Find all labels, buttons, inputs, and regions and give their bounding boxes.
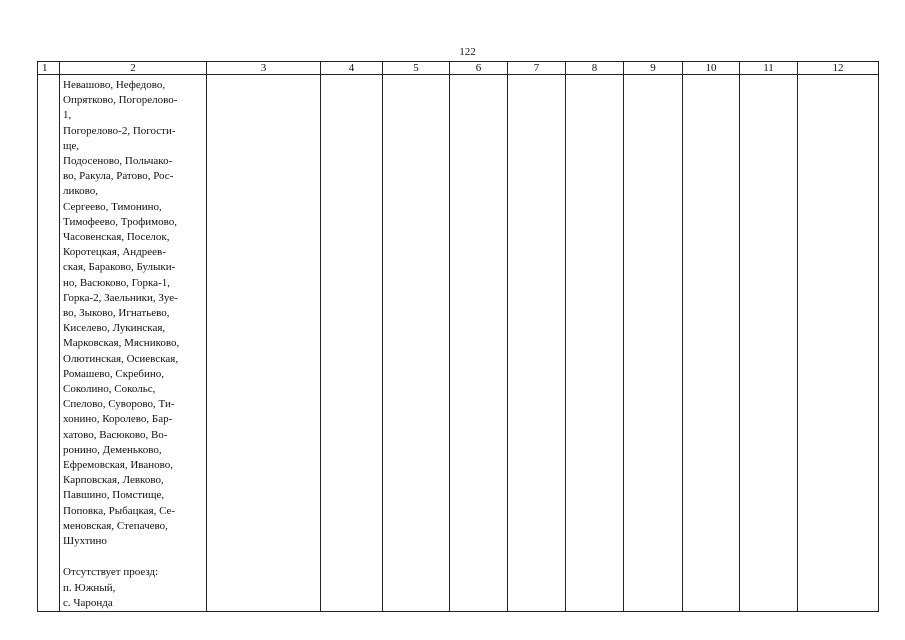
cell-col-2	[60, 75, 207, 612]
column-header-8: 8	[566, 62, 624, 75]
text-line: Подосеново, Польчако-	[63, 155, 173, 168]
text-line: Погорелово-2, Погости-	[63, 124, 176, 137]
header-row	[38, 62, 879, 75]
text-line: Шухтино	[63, 535, 107, 548]
column-header-1: 1	[38, 62, 60, 75]
cell-col-4	[321, 75, 383, 612]
text-line: Ромашево, Скребино,	[63, 367, 165, 380]
text-line: хонино, Королево, Бар-	[63, 413, 173, 426]
column-header-6: 6	[450, 62, 508, 75]
text-line: ронино, Деменьково,	[63, 443, 162, 456]
no-passage-note	[63, 565, 206, 611]
text-line: Сергеево, Тимонино,	[63, 200, 162, 213]
cell-col-1	[38, 75, 60, 612]
cell-col-8	[566, 75, 624, 612]
cell-col-7	[508, 75, 566, 612]
column-header-9: 9	[624, 62, 683, 75]
spacer	[63, 549, 206, 565]
text-line: меновская, Степачево,	[63, 519, 168, 532]
column-header-10: 10	[683, 62, 740, 75]
page-number: 122	[459, 46, 476, 58]
settlement-list	[60, 75, 206, 611]
text-line: п. Южный,	[63, 581, 116, 594]
column-header-12: 12	[798, 62, 879, 75]
text-line: Спелово, Суворово, Ти-	[63, 398, 175, 411]
text-line: Часовенская, Поселок,	[63, 231, 170, 244]
column-header-3: 3	[207, 62, 321, 75]
settlement-lines	[63, 78, 206, 549]
column-header-2: 2	[60, 62, 207, 75]
table-row	[38, 75, 879, 612]
text-line: Опрятково, Погорелово-	[63, 94, 178, 107]
text-line: Коротецкая, Андреев-	[63, 246, 166, 259]
text-line: ская, Бараково, Булыки-	[63, 261, 176, 274]
text-line: во, Зыково, Игнатьево,	[63, 307, 170, 320]
text-line: Невашово, Нефедово,	[63, 79, 166, 91]
text-line: Марковская, Мясниково,	[63, 337, 180, 350]
text-line: с. Чаронда	[63, 596, 113, 609]
text-line: хатово, Васюково, Во-	[63, 428, 168, 441]
text-line: Олютинская, Осиевская,	[63, 352, 179, 365]
text-line: во, Ракула, Ратово, Рос-	[63, 170, 174, 183]
text-line: Горка-2, Заельники, Зуе-	[63, 291, 178, 304]
column-header-11: 11	[740, 62, 798, 75]
text-line: Киселево, Лукинская,	[63, 322, 166, 335]
cell-col-12	[798, 75, 879, 612]
text-line: Отсутствует проезд:	[63, 566, 159, 579]
cell-col-6	[450, 75, 508, 612]
text-line: Карповская, Левково,	[63, 474, 164, 487]
cell-col-9	[624, 75, 683, 612]
cell-col-3	[207, 75, 321, 612]
text-line: ще,	[63, 139, 80, 152]
text-line: ликово,	[63, 185, 99, 198]
text-line: 1,	[63, 109, 72, 122]
text-line: Тимофеево, Трофимово,	[63, 215, 177, 228]
text-line: но, Васюково, Горка-1,	[63, 276, 170, 289]
column-header-7: 7	[508, 62, 566, 75]
cell-col-11	[740, 75, 798, 612]
column-header-5: 5	[383, 62, 450, 75]
text-line: Поповка, Рыбацкая, Се-	[63, 504, 176, 517]
text-line: Ефремовская, Иваново,	[63, 459, 173, 472]
column-header-4: 4	[321, 62, 383, 75]
cell-col-10	[683, 75, 740, 612]
text-line: Павшино, Помстище,	[63, 489, 165, 502]
text-line: Соколино, Сокольс,	[63, 383, 156, 396]
cell-col-5	[383, 75, 450, 612]
data-table	[37, 61, 879, 612]
